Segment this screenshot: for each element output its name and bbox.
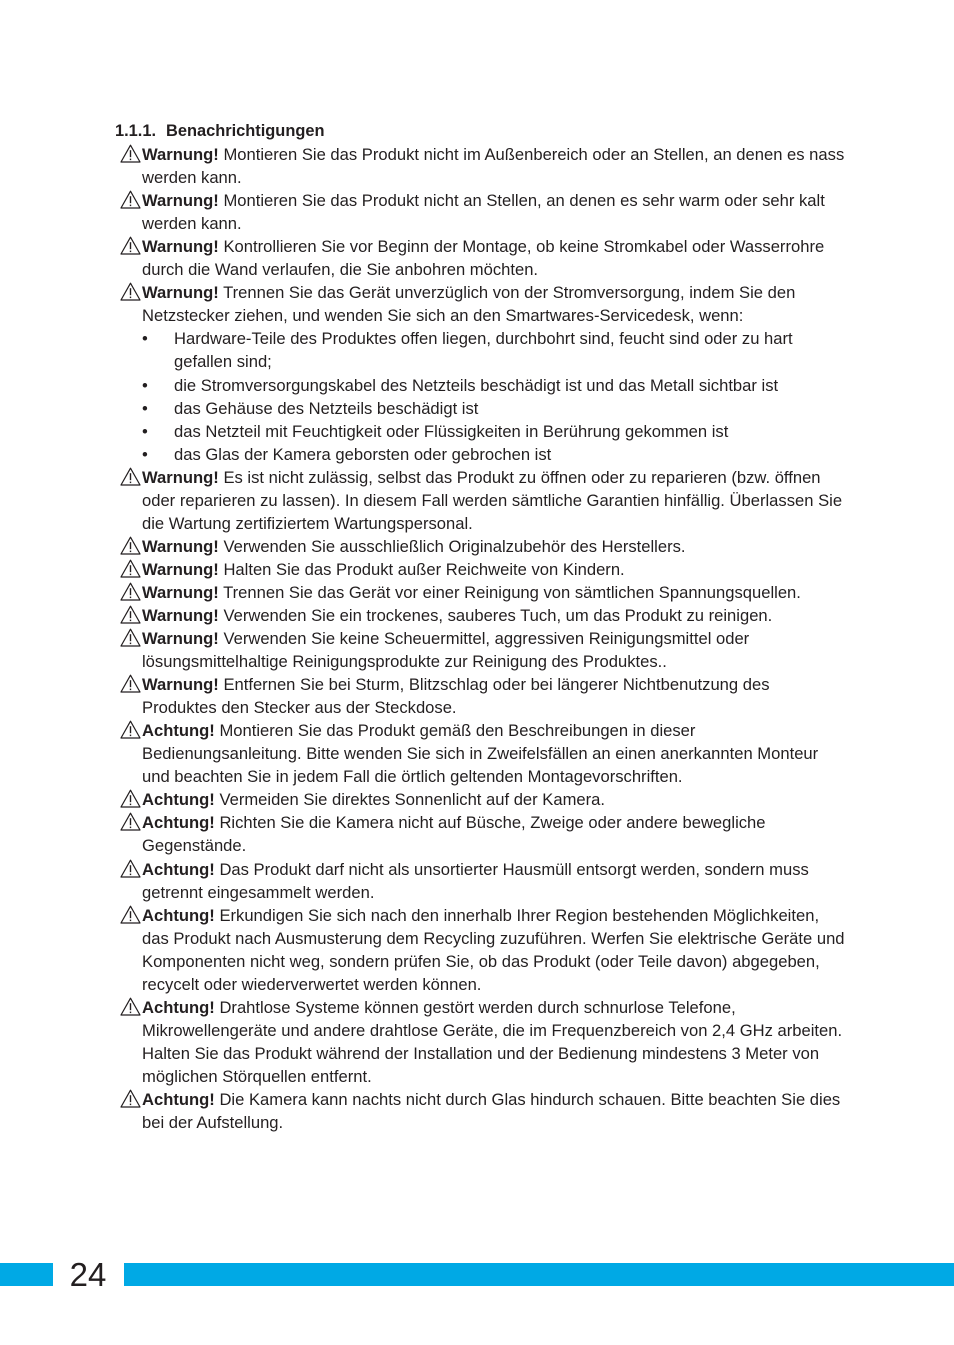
notice-label: Warnung! [142, 605, 219, 625]
notice-label: Achtung! [142, 790, 215, 810]
notice-text: Drahtlose Systeme können gestört werden durch schnurlose Telefone, Mikrowellengeräte und andere drahtlose Geräte, die im Frequenzbereich von 2,4 GHz arbeiten. Halten Sie das Produkt während der Installation und der Bedienung mindestens 3 Meter von möglichen Störquellen entfernt. [142, 997, 843, 1086]
notice-text: Montieren Sie das Produkt nicht im Außenbereich oder an Stellen, an denen es nass werden kann. [142, 145, 845, 188]
bullet-item [142, 327, 845, 373]
notice-item [115, 143, 845, 189]
bullet-text: das Gehäuse des Netzteils beschädigt ist [174, 398, 479, 418]
notice-item [115, 235, 845, 281]
warning-icon [120, 467, 141, 486]
notice-item [115, 627, 845, 673]
notice-text: Verwenden Sie keine Scheuermittel, aggressiven Reinigungsmittel oder lösungsmittelhaltige Reinigungsprodukte zur Reinigung des Produktes.. [142, 629, 750, 672]
notice-list [115, 143, 845, 327]
notice-item [115, 604, 845, 627]
notice-label: Warnung! [142, 536, 219, 556]
notice-text: Richten Sie die Kamera nicht auf Büsche, Zweige oder andere bewegliche Gegenstände. [142, 813, 766, 856]
notice-text: Trennen Sie das Gerät vor einer Reinigung von sämtlichen Spannungsquellen. [223, 582, 801, 602]
notice-text: Vermeiden Sie direktes Sonnenlicht auf der Kamera. [219, 790, 605, 810]
warning-icon [120, 1089, 141, 1108]
notice-item [115, 281, 845, 327]
warning-icon [120, 282, 141, 301]
notice-text: Entfernen Sie bei Sturm, Blitzschlag oder bei längerer Nichtbenutzung des Produktes den Stecker aus der Steckdose. [142, 675, 770, 718]
notice-item [115, 466, 845, 535]
bullet-text: die Stromversorgungskabel des Netzteils beschädigt ist und das Metall sichtbar ist [174, 375, 779, 395]
warning-icon [120, 859, 141, 878]
notice-label: Warnung! [142, 629, 219, 649]
notice-item [115, 858, 845, 904]
warning-icon [120, 605, 141, 624]
warning-icon [120, 997, 141, 1016]
notice-label: Achtung! [142, 997, 215, 1017]
notice-list [115, 466, 845, 1134]
notice-text: Die Kamera kann nachts nicht durch Glas hindurch schauen. Bitte beachten Sie dies bei der Aufstellung. [142, 1089, 841, 1133]
notice-label: Warnung! [142, 675, 219, 695]
notice-item [115, 904, 845, 996]
bullet-marker: • [142, 329, 148, 349]
notice-label: Warnung! [142, 582, 219, 602]
notice-label: Warnung! [142, 191, 219, 211]
warning-icon [120, 789, 141, 808]
section-heading [115, 120, 845, 143]
warning-icon [120, 236, 141, 255]
warning-icon [120, 628, 141, 647]
notice-label: Achtung! [142, 1089, 215, 1109]
warning-icon [120, 190, 141, 209]
warning-icon [120, 144, 141, 163]
warning-icon [120, 536, 141, 555]
bullet-item [142, 443, 845, 466]
page-content [115, 120, 845, 1134]
bullet-marker: • [142, 421, 148, 441]
notice-text: Kontrollieren Sie vor Beginn der Montage, ob keine Stromkabel oder Wasserrohre durch die Wand verlaufen, die Sie anbohren möchten. [142, 237, 825, 280]
notice-label: Warnung! [142, 145, 219, 165]
bullet-text: Hardware-Teile des Produktes offen liegen, durchbohrt sind, feucht sind oder zu hart gefallen sind; [174, 329, 793, 372]
notice-label: Warnung! [142, 283, 219, 303]
warning-icon [120, 720, 141, 739]
footer-bar-left [0, 1263, 56, 1286]
section-number: 1.1.1. [115, 122, 157, 140]
warning-icon [120, 674, 141, 693]
bullet-item [142, 374, 845, 397]
notice-text: Montieren Sie das Produkt nicht an Stellen, an denen es sehr warm oder sehr kalt werden kann. [142, 191, 825, 234]
notice-item [115, 788, 845, 811]
notice-label: Achtung! [142, 813, 215, 833]
bullet-list [115, 327, 845, 465]
bullet-marker: • [142, 398, 148, 418]
notice-item [115, 996, 845, 1088]
bullet-item [142, 397, 845, 420]
notice-text: Erkundigen Sie sich nach den innerhalb Ihrer Region bestehenden Möglichkeiten, das Produkt nach Ausmusterung dem Recycling zuzuführen. Werfen Sie elektrische Geräte und Komponenten nicht weg, sondern prüfen Sie, ob das Produkt (oder Teile davon) abgegeben, recycelt oder wiederverwertet werden können. [142, 905, 845, 994]
notice-text: Es ist nicht zulässig, selbst das Produkt zu öffnen oder zu reparieren (bzw. öffnen oder reparieren zu lassen). In diesem Fall werden sämtliche Garantien hinfällig. Überlassen Sie die Wartung zertifiziertem Wartungspersonal. [142, 467, 843, 533]
notice-item [115, 535, 845, 558]
notice-text: Trennen Sie das Gerät unverzüglich von der Stromversorgung, indem Sie den Netzstecker ziehen, und wenden Sie sich an den Smartwares-Servicedesk, wenn: [142, 283, 796, 326]
warning-icon [120, 582, 141, 601]
section-title: Benachrichtigungen [166, 122, 325, 140]
warning-icon [120, 905, 141, 924]
bullet-marker: • [142, 444, 148, 464]
notice-text: Montieren Sie das Produkt gemäß den Beschreibungen in dieser Bedienungsanleitung. Bitte wenden Sie sich in Zweifelsfällen an einen anerkannten Monteur und beachten Sie in jedem Fall die örtlich geltenden Montagevorschriften. [142, 721, 819, 787]
notice-item [115, 1088, 845, 1134]
warning-icon [120, 812, 141, 831]
notice-label: Achtung! [142, 721, 215, 741]
notice-text: Das Produkt darf nicht als unsortierter Hausmüll entsorgt werden, sondern muss getrennt eingesammelt werden. [142, 859, 809, 902]
page-number: 24 [69, 1256, 107, 1293]
notice-label: Achtung! [142, 859, 215, 879]
notice-text: Halten Sie das Produkt außer Reichweite von Kindern. [223, 559, 625, 579]
page-number-bracket-right [114, 1261, 124, 1288]
bullet-item [142, 420, 845, 443]
notice-item [115, 673, 845, 719]
footer-bar-right [118, 1263, 954, 1286]
notice-item [115, 581, 845, 604]
notice-item [115, 189, 845, 235]
page-number-bracket-left [53, 1261, 63, 1288]
bullet-text: das Glas der Kamera geborsten oder gebrochen ist [174, 444, 552, 464]
notice-text: Verwenden Sie ausschließlich Originalzubehör des Herstellers. [223, 536, 686, 556]
notice-item [115, 719, 845, 788]
warning-icon [120, 559, 141, 578]
bullet-text: das Netzteil mit Feuchtigkeit oder Flüssigkeiten in Berührung gekommen ist [174, 421, 729, 441]
notice-label: Warnung! [142, 237, 219, 257]
notice-label: Warnung! [142, 467, 219, 487]
notice-item [115, 811, 845, 857]
notice-item [115, 558, 845, 581]
notice-text: Verwenden Sie ein trockenes, sauberes Tuch, um das Produkt zu reinigen. [223, 605, 773, 625]
notice-label: Warnung! [142, 559, 219, 579]
notice-label: Achtung! [142, 905, 215, 925]
bullet-marker: • [142, 375, 148, 395]
